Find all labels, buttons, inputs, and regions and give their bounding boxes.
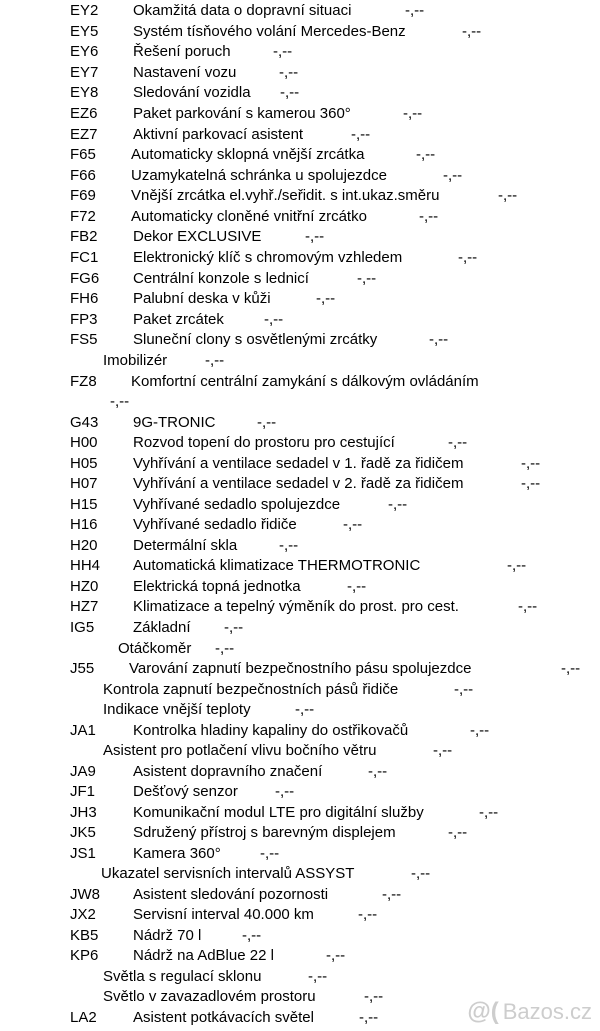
item-price: -,-- [275,783,295,800]
list-item [0,330,600,350]
list-item [0,248,600,268]
item-name: Vyhřívané sedadlo spolujezdce [133,496,341,513]
item-price: -,-- [470,722,490,739]
list-item [0,474,600,494]
item-price: -,-- [224,619,244,636]
item-name: Automaticky cloněné vnitřní zrcátko [131,208,367,225]
list-item [0,556,600,576]
item-name: Indikace vnější teploty [103,701,251,718]
item-code: KP6 [70,947,99,964]
item-name: Varování zapnutí bezpečnostního pásu spolujezdce [129,660,472,677]
item-price: -,-- [368,763,388,780]
list-item [0,946,600,966]
list-item [0,104,600,124]
item-price: -,-- [351,126,371,143]
item-name: Kamera 360° [133,845,221,862]
item-name: Automaticky sklopná vnější zrcátka [131,146,365,163]
item-price: -,-- [326,947,346,964]
item-price: -,-- [521,455,541,472]
item-name: Determální skla [133,537,238,554]
item-price: -,-- [498,187,518,204]
item-price: -,-- [403,105,423,122]
item-name: Asistent potkávacích světel [133,1009,314,1026]
list-item [0,22,600,42]
item-code: EZ7 [70,126,98,143]
item-code: FZ8 [70,373,97,390]
item-name: Dešťový senzor [133,783,238,800]
item-code: FH6 [70,290,99,307]
list-item [0,42,600,62]
list-item [0,844,600,864]
item-name: Uzamykatelná schránka u spolujezdce [131,167,387,184]
item-code: H16 [70,516,98,533]
item-code: H20 [70,537,98,554]
item-name: Sdružený přístroj s barevným displejem [133,824,396,841]
bazos-logo-icon: @( [467,998,499,1025]
item-name: Paket parkování s kamerou 360° [133,105,351,122]
list-item [0,392,600,412]
list-item [0,207,600,227]
item-name: Vyhřívání a ventilace sedadel v 2. řadě za řidičem [133,475,464,492]
item-price: -,-- [462,23,482,40]
item-price: -,-- [280,84,300,101]
list-item [0,721,600,741]
list-item [0,372,600,392]
item-price: -,-- [561,660,581,677]
list-item [0,1,600,21]
item-code: H07 [70,475,98,492]
item-name: Světla s regulací sklonu [103,968,262,985]
item-price: -,-- [343,516,363,533]
item-price: -,-- [405,2,425,19]
item-code: EY2 [70,2,99,19]
item-code: IG5 [70,619,95,636]
item-name: Řešení poruch [133,43,231,60]
item-code: EY8 [70,84,99,101]
item-name: Elektrická topná jednotka [133,578,301,595]
list-item [0,782,600,802]
list-item [0,741,600,761]
item-name: Palubní deska v kůži [133,290,271,307]
list-item [0,125,600,145]
item-price: -,-- [419,208,439,225]
item-name: Centrální konzole s lednicí [133,270,309,287]
list-item [0,823,600,843]
item-name: Světlo v zavazadlovém prostoru [103,988,316,1005]
item-name: 9G-TRONIC [133,414,216,431]
item-name: Nádrž na AdBlue 22 l [133,947,274,964]
list-item [0,967,600,987]
item-code: JA1 [70,722,96,739]
item-price: -,-- [454,681,474,698]
item-name: Okamžitá data o dopravní situaci [133,2,352,19]
item-price: -,-- [308,968,328,985]
list-item [0,762,600,782]
item-code: HH4 [70,557,101,574]
item-price: -,-- [507,557,527,574]
item-price: -,-- [388,496,408,513]
item-price: -,-- [257,414,277,431]
item-code: JX2 [70,906,96,923]
item-price: -,-- [316,290,336,307]
item-price: -,-- [448,434,468,451]
item-price: -,-- [110,393,130,410]
item-price: -,-- [295,701,315,718]
list-item [0,310,600,330]
item-price: -,-- [521,475,541,492]
item-code: FB2 [70,228,98,245]
item-name: Sledování vozidla [133,84,251,101]
list-item [0,597,600,617]
list-item [0,700,600,720]
watermark-text: Bazos.cz [502,999,592,1024]
list-item [0,905,600,925]
item-code: LA2 [70,1009,97,1026]
item-code: F65 [70,146,96,163]
item-name: Rozvod topení do prostoru pro cestující [133,434,395,451]
list-item [0,351,600,371]
item-name: Asistent dopravního značení [133,763,323,780]
item-price: -,-- [358,906,378,923]
item-name: Vyhřívané sedadlo řidiče [133,516,297,533]
item-code: EZ6 [70,105,98,122]
item-price: -,-- [433,742,453,759]
item-name: Klimatizace a tepelný výměník do prost. pro cest. [133,598,459,615]
list-item [0,166,600,186]
item-price: -,-- [305,228,325,245]
item-code: JS1 [70,845,96,862]
item-code: FC1 [70,249,99,266]
list-item [0,227,600,247]
item-code: JW8 [70,886,100,903]
item-name: Dekor EXCLUSIVE [133,228,262,245]
item-name: Otáčkoměr [118,640,192,657]
item-price: -,-- [264,311,284,328]
item-name: Komfortní centrální zamykání s dálkovým ovládáním [131,373,479,390]
item-code: G43 [70,414,99,431]
item-name: Imobilizér [103,352,168,369]
item-price: -,-- [382,886,402,903]
item-name: Nádrž 70 l [133,927,202,944]
item-code: HZ7 [70,598,99,615]
item-code: FS5 [70,331,98,348]
item-name: Systém tísňového volání Mercedes-Benz [133,23,406,40]
list-item [0,926,600,946]
item-name: Servisní interval 40.000 km [133,906,314,923]
list-item [0,639,600,659]
item-price: -,-- [215,640,235,657]
item-code: EY5 [70,23,99,40]
list-item [0,577,600,597]
list-item [0,83,600,103]
list-item [0,269,600,289]
item-price: -,-- [458,249,478,266]
item-name: Asistent sledování pozornosti [133,886,329,903]
item-code: JF1 [70,783,96,800]
list-item [0,145,600,165]
item-price: -,-- [479,804,499,821]
item-name: Kontrola zapnutí bezpečnostních pásů řidiče [103,681,399,698]
list-item [0,433,600,453]
item-price: -,-- [357,270,377,287]
item-price: -,-- [429,331,449,348]
item-code: JK5 [70,824,96,841]
item-name: Elektronický klíč s chromovým vzhledem [133,249,403,266]
item-code: FP3 [70,311,98,328]
item-name: Kontrolka hladiny kapaliny do ostřikovačů [133,722,409,739]
watermark [467,999,592,1025]
item-price: -,-- [260,845,280,862]
item-code: JH3 [70,804,97,821]
item-code: F72 [70,208,96,225]
item-code: F69 [70,187,96,204]
item-code: KB5 [70,927,99,944]
item-name: Nastavení vozu [133,64,237,81]
item-code: EY6 [70,43,99,60]
list-item [0,885,600,905]
item-name: Ukazatel servisních intervalů ASSYST [101,865,355,882]
item-code: JA9 [70,763,96,780]
item-price: -,-- [364,988,384,1005]
item-price: -,-- [279,64,299,81]
item-price: -,-- [279,537,299,554]
item-price: -,-- [518,598,538,615]
item-price: -,-- [242,927,262,944]
list-item [0,413,600,433]
item-code: H05 [70,455,98,472]
list-item [0,680,600,700]
item-code: EY7 [70,64,99,81]
item-name: Komunikační modul LTE pro digitální služby [133,804,424,821]
list-item [0,63,600,83]
item-price: -,-- [448,824,468,841]
list-item [0,618,600,638]
item-name: Automatická klimatizace THERMOTRONIC [133,557,421,574]
item-code: H00 [70,434,98,451]
list-item [0,186,600,206]
item-code: F66 [70,167,96,184]
list-item [0,454,600,474]
item-price: -,-- [443,167,463,184]
list-item [0,864,600,884]
list-item [0,659,600,679]
list-item [0,495,600,515]
list-item [0,289,600,309]
list-item [0,536,600,556]
item-price: -,-- [411,865,431,882]
item-price: -,-- [347,578,367,595]
list-item [0,803,600,823]
item-name: Paket zrcátek [133,311,224,328]
item-code: FG6 [70,270,100,287]
list-item [0,515,600,535]
item-name: Vnější zrcátka el.vyhř./seřidit. s int.ukaz.směru [131,187,440,204]
item-price: -,-- [359,1009,379,1026]
item-name: Aktivní parkovací asistent [133,126,304,143]
item-name: Základní [133,619,191,636]
item-code: J55 [70,660,95,677]
item-code: H15 [70,496,98,513]
item-name: Asistent pro potlačení vlivu bočního větru [103,742,377,759]
item-price: -,-- [273,43,293,60]
item-price: -,-- [205,352,225,369]
item-code: HZ0 [70,578,99,595]
item-name: Vyhřívání a ventilace sedadel v 1. řadě za řidičem [133,455,464,472]
item-price: -,-- [416,146,436,163]
item-name: Sluneční clony s osvětlenými zrcátky [133,331,378,348]
